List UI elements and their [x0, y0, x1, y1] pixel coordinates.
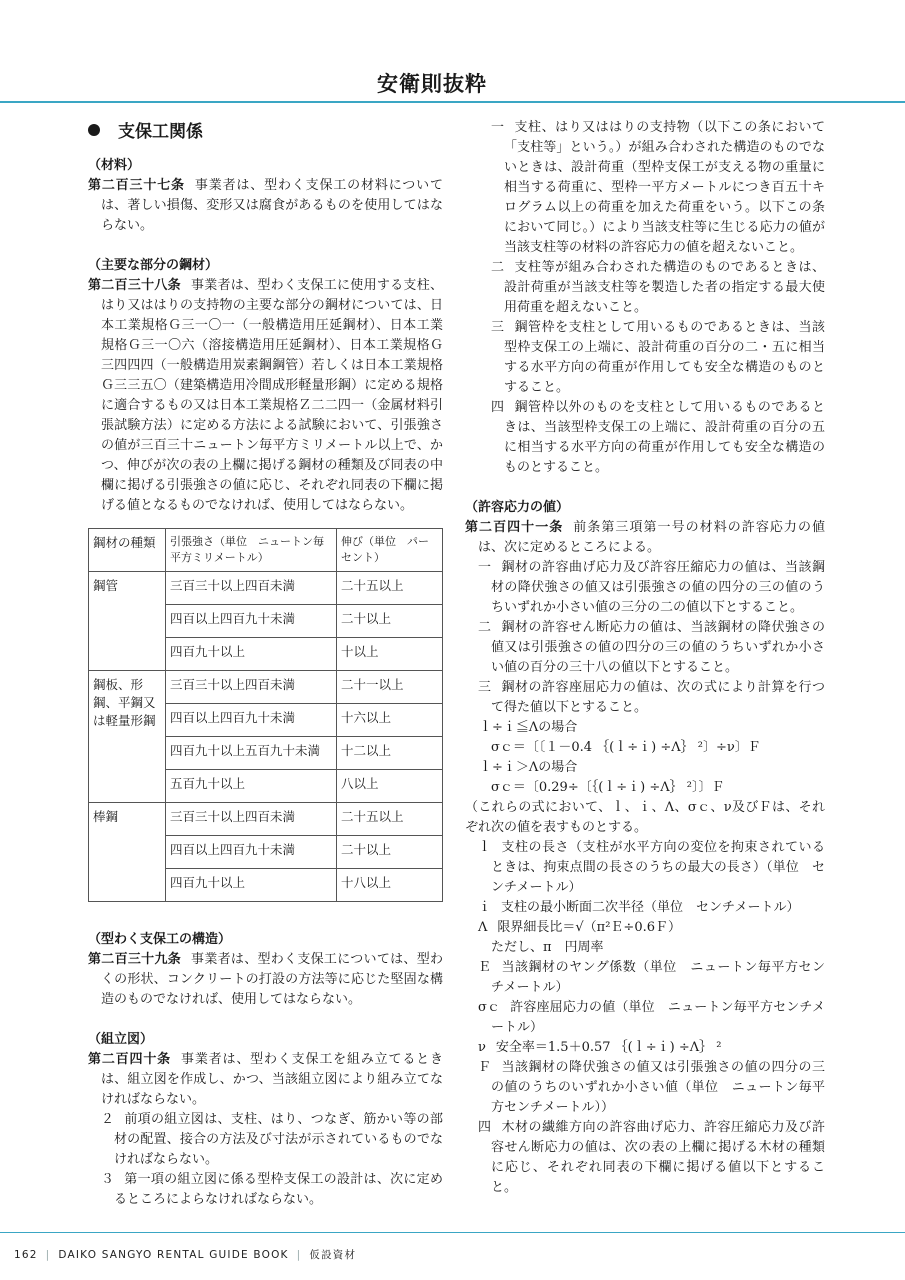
table-cell-elongation: 二十五以上	[337, 803, 443, 836]
table-row	[89, 671, 443, 704]
art238-text: 事業者は、型わく支保工に使用する支柱、はり又ははりの支持物の主要な部分の鋼材については、日本工業規格Ｇ三一〇一（一般構造用圧延鋼材）、日本工業規格Ｇ三一〇六（溶接構造用圧延鋼材）、日本工業規格Ｇ三四四四（一般構造用炭素鋼鋼管）若しくは日本工業規格Ｇ三三五〇（建築構造用冷間成形軽量形鋼）に定める規格に適合するもの又は日本工業規格Ｚ二二四一（金属材料引張試験方法）に定める方法による試験において、引張強さの値が三百三十ニュートン毎平方ミリメートル以上で、かつ、伸びが次の表の上欄に掲げる鋼材の種類及び同表の中欄に掲げる引張強さの値に応じ、それぞれ同表の下欄に掲げる値となるものでなければ、使用してはならない。	[101, 278, 443, 513]
item-number: 一	[491, 120, 505, 135]
table-header-row	[89, 529, 443, 572]
definition-text: 当該鋼材の降伏強さの値又は引張強さの値の四分の三の値のうちのいずれか小さい値（単位 ニュートン毎平方センチメートル））	[491, 1060, 825, 1115]
definition-symbol: ν	[478, 1040, 486, 1055]
table-cell-strength: 四百九十以上五百九十未満	[166, 737, 337, 770]
art238-heading: （主要な部分の鋼材）	[88, 258, 219, 273]
table-header-elongation: 伸び（単位 パーセント）	[337, 529, 443, 572]
item-text: 鋼管枠以外のものを支柱として用いるものであるときは、当該型枠支保工の上端に、設計荷重の百分の五に相当する水平方向の荷重が作用しても安全な構造のものとすること。	[504, 400, 825, 475]
definition-symbol: Ｆ	[478, 1060, 492, 1075]
art241-text: 前条第三項第一号の材料の許容応力の値は、次に定めるところによる。	[478, 520, 825, 555]
table-cell-strength: 三百三十以上四百未満	[166, 803, 337, 836]
right-column	[465, 118, 825, 1198]
item-number: 三	[491, 320, 505, 335]
item-number: ３	[101, 1172, 115, 1187]
table-cell-elongation: 二十以上	[337, 605, 443, 638]
guide-name: DAIKO SANGYO RENTAL GUIDE BOOK	[58, 1249, 289, 1261]
art240-sub-4	[465, 398, 825, 478]
item-text: 第一項の組立図に係る型枠支保工の設計は、次に定めるところによらなければならない。	[114, 1172, 443, 1207]
category-label: 仮設資材	[309, 1249, 357, 1261]
definition-symbol: Λ	[478, 920, 488, 935]
art239-body	[88, 950, 443, 1010]
item-text: 鋼材の許容曲げ応力及び許容圧縮応力の値は、当該鋼材の降伏強さの値又は引張強さの値の四分の三の値のうちいずれか小さい値の三分の二の値以下とすること。	[491, 560, 825, 615]
item-text: 支柱、はり又ははりの支持物（以下この条において「支柱等」という。）が組み合わされた構造のものでないときは、設計荷重（型枠支保工が支える物の重量に相当する荷重に、型枠一平方メートルにつき百五十キログラム以上の荷重を加えた荷重をいう。以下この条において同じ。）により当該支柱等に生じる応力の値が当該支柱等の材料の許容応力の値を超えないこと。	[504, 120, 825, 255]
definition-text: 限界細長比＝√（π²Ｅ÷0.6Ｆ）	[497, 920, 681, 935]
art240-heading: （組立図）	[88, 1032, 154, 1047]
table-cell-strength: 四百以上四百九十未満	[166, 836, 337, 869]
item-text: 鋼管枠を支柱として用いるものであるときは、当該型枠支保工の上端に、設計荷重の百分の二・五に相当する水平方向の荷重が作用しても安全な構造のものとすること。	[504, 320, 825, 395]
item-number: 三	[478, 680, 492, 695]
art240-number: 第二百四十条	[88, 1052, 171, 1067]
definition-lambda	[465, 918, 825, 938]
steel-elongation-table	[88, 528, 443, 902]
art240-sub-1	[465, 118, 825, 258]
table-cell-strength: 四百九十以上	[166, 869, 337, 902]
art237-body	[88, 176, 443, 236]
item-text: 前項の組立図は、支柱、はり、つなぎ、筋かい等の部材の配置、接合の方法及び寸法が示されているものでなければならない。	[114, 1112, 443, 1167]
item-text: 支柱等が組み合わされた構造のものであるときは、設計荷重が当該支柱等を製造した者の指定する最大使用荷重を超えないこと。	[504, 260, 825, 315]
definition-e	[465, 958, 825, 998]
art237-heading: （材料）	[88, 158, 141, 173]
definition-text: ただし、π 円周率	[491, 940, 604, 955]
table-cell-elongation: 十六以上	[337, 704, 443, 737]
table-cell-strength: 四百以上四百九十未満	[166, 704, 337, 737]
definition-i	[465, 898, 825, 918]
art238-number: 第二百三十八条	[88, 278, 181, 293]
table-cell-elongation: 二十一以上	[337, 671, 443, 704]
table-cell-elongation: 十以上	[337, 638, 443, 671]
art240-sub-3	[465, 318, 825, 398]
formula-note: （これらの式において、ｌ、ｉ、Λ、σｃ、ν及びＦは、それぞれ次の値を表すものとする。	[465, 800, 825, 835]
table-cell-elongation: 八以上	[337, 770, 443, 803]
table-cell-strength: 四百以上四百九十未満	[166, 605, 337, 638]
table-cell-elongation: 十二以上	[337, 737, 443, 770]
art239-text: 事業者は、型わく支保工については、型わくの形状、コンクリートの打設の方法等に応じた堅固な構造のものでなければ、使用してはならない。	[101, 952, 443, 1007]
art241-number: 第二百四十一条	[465, 520, 564, 535]
art241-item-4	[465, 1118, 825, 1198]
art241-body	[465, 518, 825, 558]
item-number: 四	[491, 400, 505, 415]
table-cell-type: 棒鋼	[89, 803, 166, 902]
art241-item-1	[465, 558, 825, 618]
art240-text: 事業者は、型わく支保工を組み立てるときは、組立図を作成し、かつ、当該組立図により組み立てなければならない。	[101, 1052, 443, 1107]
title-rule	[0, 101, 905, 103]
item-number: 一	[478, 560, 492, 575]
art240-body	[88, 1050, 443, 1110]
table-header-type: 鋼材の種類	[89, 529, 166, 572]
definition-symbol: ｉ	[478, 900, 492, 915]
definition-text: 支柱の最小断面二次半径（単位 センチメートル）	[501, 900, 800, 915]
definition-text: 許容座屈応力の値（単位 ニュートン毎平方センチメートル）	[491, 1000, 826, 1035]
formula-equation-1: σｃ＝〔〔１－0.4 ｛(ｌ÷ｉ) ÷Λ｝ ²〕÷ν〕Ｆ	[491, 740, 761, 755]
art238-body	[88, 276, 443, 516]
definition-text: 支柱の長さ（支柱が水平方向の変位を拘束されているときは、拘束点間の長さのうちの最大の長さ）（単位 センチメートル）	[491, 840, 825, 895]
definition-symbol: Ｅ	[478, 960, 492, 975]
table-cell-elongation: 二十以上	[337, 836, 443, 869]
formula-equation-2: σｃ＝〔0.29÷〔｛(ｌ÷ｉ) ÷Λ｝ ²〕〕Ｆ	[491, 780, 725, 795]
art241-item-3	[465, 678, 825, 718]
art241-item-2	[465, 618, 825, 678]
definition-symbol: σｃ	[478, 1000, 501, 1015]
table-cell-elongation: 十八以上	[337, 869, 443, 902]
art240-sub-2	[465, 258, 825, 318]
page-number: 162	[14, 1249, 38, 1261]
definition-text: 安全率＝1.5＋0.57 ｛(ｌ÷ｉ) ÷Λ｝ ²	[495, 1040, 722, 1055]
art237-text: 事業者は、型わく支保工の材料については、著しい損傷、変形又は腐食があるものを使用してはならない。	[101, 178, 443, 233]
item-number: 四	[478, 1120, 492, 1135]
definition-pi	[465, 938, 825, 958]
table-row	[89, 572, 443, 605]
definition-nu	[465, 1038, 825, 1058]
footer-rule	[0, 1232, 905, 1233]
art237-number: 第二百三十七条	[88, 178, 185, 193]
item-number: ２	[101, 1112, 115, 1127]
table-cell-type: 鋼板、形鋼、平鋼又は軽量形鋼	[89, 671, 166, 803]
formula-condition-2: ｌ÷ｉ＞Λの場合	[479, 760, 578, 775]
table-cell-strength: 三百三十以上四百未満	[166, 572, 337, 605]
bullet-icon	[88, 124, 100, 136]
table-cell-strength: 四百九十以上	[166, 638, 337, 671]
section-heading	[88, 120, 443, 144]
item-text: 鋼材の許容座屈応力の値は、次の式により計算を行つて得た値以下とすること。	[491, 680, 825, 715]
definition-f	[465, 1058, 825, 1118]
art239-heading: （型わく支保工の構造）	[88, 932, 232, 947]
table-cell-elongation: 二十五以上	[337, 572, 443, 605]
definition-sigma	[465, 998, 825, 1038]
item-text: 鋼材の許容せん断応力の値は、当該鋼材の降伏強さの値又は引張強さの値の四分の三の値のうちいずれか小さい値の百分の三十八の値以下とすること。	[491, 620, 825, 675]
item-number: 二	[491, 260, 505, 275]
left-column	[88, 118, 443, 1210]
art240-item-2	[88, 1110, 443, 1170]
definition-symbol: ｌ	[478, 840, 492, 855]
table-cell-strength: 三百三十以上四百未満	[166, 671, 337, 704]
definition-l	[465, 838, 825, 898]
footer: 162 | DAIKO SANGYO RENTAL GUIDE BOOK | 仮設資材	[14, 1249, 357, 1261]
definition-text: 当該鋼材のヤング係数（単位 ニュートン毎平方センチメートル）	[491, 960, 825, 995]
item-text: 木材の繊維方向の許容曲げ応力、許容圧縮応力及び許容せん断応力の値は、次の表の上欄に掲げる木材の種類に応じ、それぞれ同表の下欄に掲げる値以下とすること。	[491, 1120, 825, 1195]
art241-heading: （許容応力の値）	[465, 500, 570, 515]
art240-item-3	[88, 1170, 443, 1210]
table-cell-type: 鋼管	[89, 572, 166, 671]
table-header-strength: 引張強さ（単位 ニュートン毎平方ミリメートル）	[166, 529, 337, 572]
table-row	[89, 803, 443, 836]
item-number: 二	[478, 620, 492, 635]
table-cell-strength: 五百九十以上	[166, 770, 337, 803]
formula-condition-1: ｌ÷ｉ≦Λの場合	[479, 720, 578, 735]
page-title: 安衛則抜粋	[377, 72, 487, 96]
section-title: 支保工関係	[118, 122, 203, 142]
art239-number: 第二百三十九条	[88, 952, 182, 967]
